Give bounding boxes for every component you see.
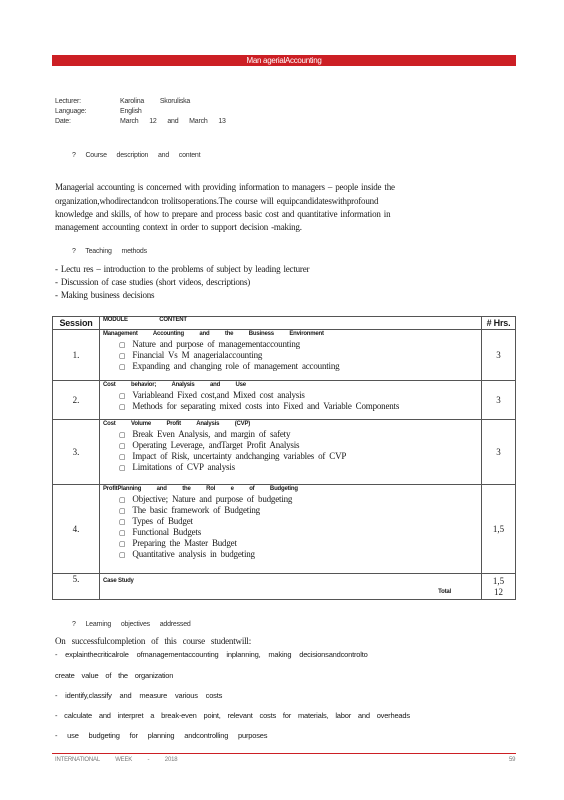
module-topic-list [103,390,478,412]
learning-line-4: - calculate and interpret a break-even point, relevant costs for materials, labor and overheads [55,711,410,720]
footer-text: INTERNATIONAL WEEK - 2018 [55,757,178,763]
learning-line-5: - use budgeting for planning andcontrolling purposes [55,731,268,740]
document-title: Man agerialAccounting [52,55,516,66]
table-row [53,485,516,574]
course-description-heading: ? Course description and content [72,152,201,159]
language-value: English [120,108,142,115]
module-hours: 3 [482,330,516,381]
module-topic: ▢ Nature and purpose of managementaccounting [119,339,478,350]
learning-intro: On successfulcompletion of this course studentwill: [55,636,252,646]
module-title: ProfitPlanning and the Rol e of Budgeting [103,486,298,492]
learning-objectives-heading: ? Learning objectives addressed [72,621,191,628]
module-topic-list [103,339,478,372]
date-value: March 12 and March 13 [120,118,226,125]
module-topic: ▢ Variableand Fixed cost,and Mixed cost analysis [119,390,478,401]
session-number: 5. [53,574,100,600]
module-hours: 3 [482,420,516,485]
module-topic-list [103,429,478,473]
learning-line-1: - explainthecriticalrole ofmanagementaccounting inplanning, making decisionsandcontrolto [55,650,368,659]
table-row [53,381,516,420]
module-table [52,316,516,600]
module-topic: ▢ Break Even Analysis, and margin of safety [119,429,478,440]
session-number: 4. [53,485,100,574]
footer-divider [52,753,516,754]
case-study-hours-cell [482,574,516,600]
module-hours: 3 [482,381,516,420]
header-hours: # Hrs. [482,317,516,330]
table-header-row [53,317,516,330]
table-row [53,420,516,485]
module-topic: ▢ Preparing the Master Budget [119,538,478,549]
module-topic: ▢ Types of Budget [119,516,478,527]
module-topic: ▢ Expanding and changing role of management accounting [119,361,478,372]
table-row-case-study [53,574,516,600]
header-session: Session [53,317,100,330]
module-topic: ▢ Methods for separating mixed costs into Fixed and Variable Components [119,401,478,412]
module-topic-list [103,494,478,560]
module-topic: ▢ Financial Vs M anagerialaccounting [119,350,478,361]
total-label: Total [438,589,451,595]
language-label: Language: [55,108,87,115]
module-topic: ▢ Operating Leverage, andTarget Profit Analysis [119,440,478,451]
module-topic: ▢ Quantitative analysis in budgeting [119,549,478,560]
module-title: Cost behavior; Analysis and Use [103,382,246,388]
module-cell [100,420,482,485]
course-line-3: knowledge and skills, of how to prepare and process basic cost and quantitative information in [55,209,391,219]
header-module-content: MODULE CONTENT [100,317,482,330]
teaching-line-1: - Lectu res – introduction to the problems of subject by leading lecturer [55,264,310,274]
session-number: 1. [53,330,100,381]
table-row [53,330,516,381]
lecturer-value: Karolina Skoruliska [120,98,191,105]
case-study-title: Case Study [103,578,134,584]
lecturer-label: Lecturer: [55,98,81,105]
module-title: Cost Volume Profit Analysis (CVP) [103,421,251,427]
module-title: Management Accounting and the Business Environment [103,331,324,337]
module-topic: ▢ Functional Budgets [119,527,478,538]
page-number: 59 [509,757,516,763]
learning-line-2: create value of the organization [55,671,174,680]
module-topic: ▢ Impact of Risk, uncertainty andchanging variables of CVP [119,451,478,462]
course-line-1: Managerial accounting is concerned with providing information to managers – people inside the [55,182,395,192]
course-line-4: management accounting context in order to support decision -making. [55,222,302,232]
module-topic: ▢ Objective; Nature and purpose of budgeting [119,494,478,505]
module-hours: 1,5 [482,485,516,574]
teaching-methods-heading: ? Teaching methods [72,248,147,255]
teaching-line-2: - Discussion of case studies (short videos, descriptions) [55,277,251,287]
module-cell [100,485,482,574]
learning-line-3: - identify,classify and measure various costs [55,691,223,700]
module-topic: ▢ The basic framework of Budgeting [119,505,478,516]
module-cell [100,381,482,420]
teaching-line-3: - Making business decisions [55,290,155,300]
session-number: 3. [53,420,100,485]
total-hours: 12 [494,586,503,597]
course-line-2: organization,whodirectandcon trolitsoperations.The course will equipcandidateswithprofound [55,196,379,206]
module-cell [100,330,482,381]
session-number: 2. [53,381,100,420]
date-label: Date: [55,118,71,125]
case-study-hours: 1,5 [492,575,505,586]
case-study-cell [100,574,482,600]
module-topic: ▢ Limitations of CVP analysis [119,462,478,473]
